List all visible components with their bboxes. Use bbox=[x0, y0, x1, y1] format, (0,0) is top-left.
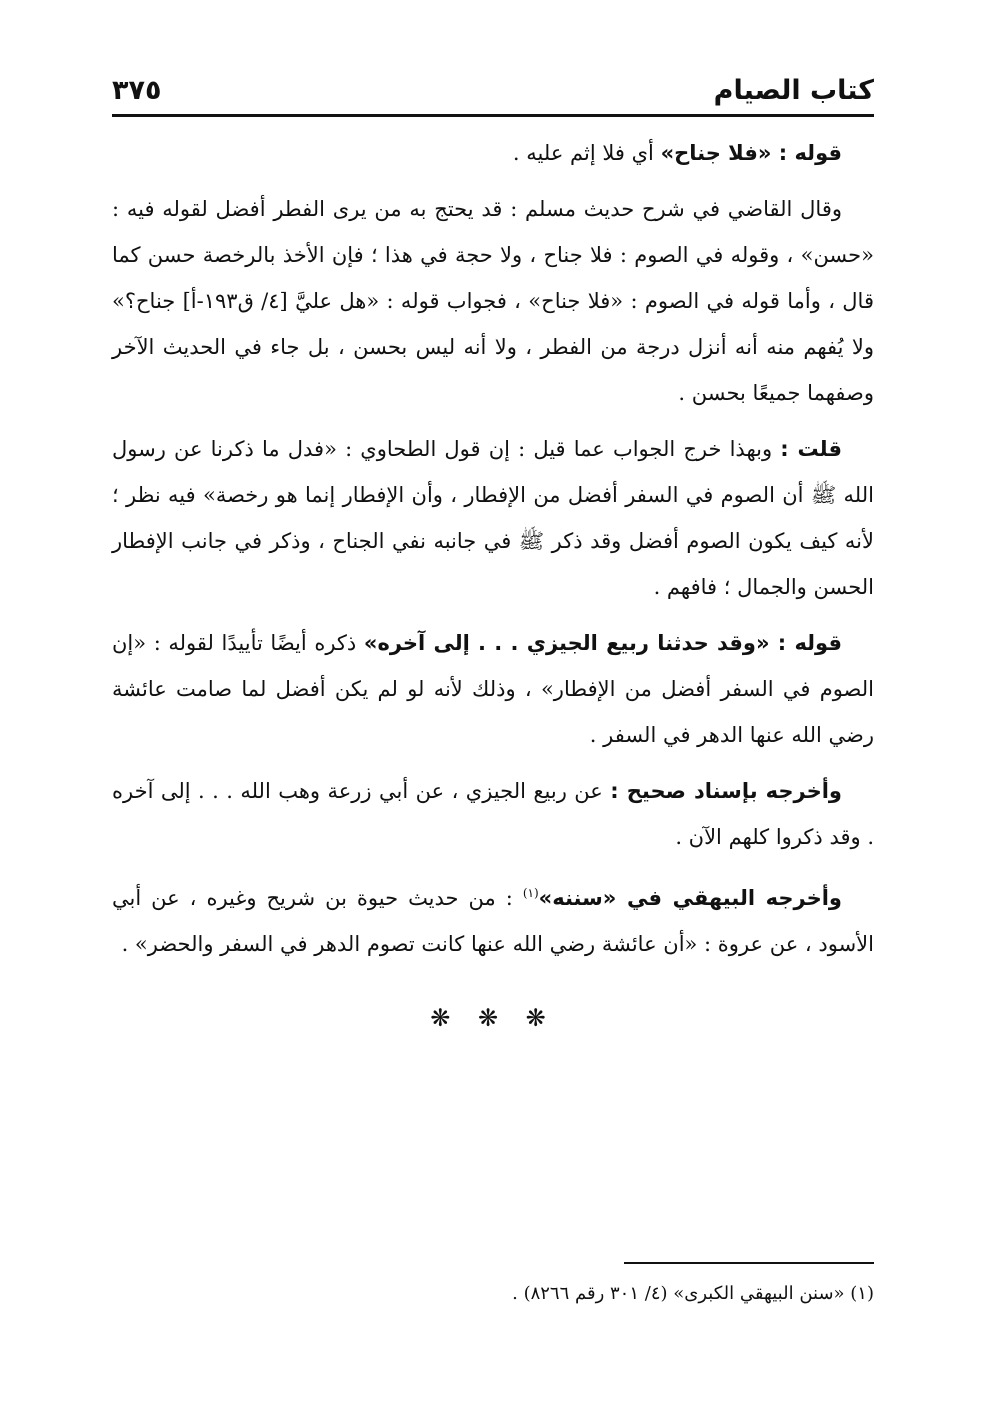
paragraph-text: وقال القاضي في شرح حديث مسلم : قد يحتج به من يرى الفطر أفضل لقوله فيه : «حسن» ، وقوله في الصوم : فلا جناح ، ولا حجة في هذا ؛ فإن الأخذ بالرخصة حسن كما قال ، وأما قوله في الصوم : «فلا جناح» ، فجواب قوله : «هل عليَّ [٤/ ق١٩٣-أ] جناح؟» ولا يُفهم منه أنه أنزل درجة من الفطر ، ولا أنه ليس بحسن ، بل جاء في الحديث الآخر وصفهما جميعًا بحسن . bbox=[112, 197, 874, 405]
paragraph-text: : من حديث حيوة بن شريح وغيره ، عن أبي الأسود ، عن عروة : «أن عائشة رضي الله عنها كانت تصوم الدهر في السفر والحضر» . bbox=[112, 886, 874, 956]
page-number: ٣٧٥ bbox=[112, 75, 162, 106]
bold-lead: قوله : «فلا جناح» bbox=[660, 141, 842, 165]
footnote-marker: (١) bbox=[522, 886, 539, 900]
bold-lead: قلت : bbox=[780, 437, 842, 461]
footnote-rule bbox=[624, 1262, 874, 1264]
footnote: (١) «سنن البيهقي الكبرى» (٤/ ٣٠١ رقم ٨٢٦٦) . bbox=[512, 1283, 874, 1304]
paragraph-2 bbox=[112, 186, 874, 416]
chapter-title: كتاب الصيام bbox=[713, 75, 874, 106]
paragraph-5 bbox=[112, 768, 874, 860]
bold-lead: قوله : «وقد حدثنا ربيع الجيزي . . . إلى آخره» bbox=[363, 631, 842, 655]
paragraph-text: أي فلا إثم عليه . bbox=[512, 141, 661, 165]
main-text bbox=[112, 130, 874, 1041]
paragraph-3 bbox=[112, 426, 874, 610]
paragraph-4 bbox=[112, 620, 874, 758]
paragraph-text: وبهذا خرج الجواب عما قيل : إن قول الطحاوي : «فدل ما ذكرنا عن رسول الله ﷺ أن الصوم في السفر أفضل من الإفطار ، وأن الإفطار إنما هو رخصة» فيه نظر ؛ لأنه كيف يكون الصوم أفضل وقد ذكر ﷺ في جانبه نفي الجناح ، وذكر في جانب الإفطار الحسن والجمال ؛ فافهم . bbox=[112, 437, 874, 599]
paragraph-text: عن ربيع الجيزي ، عن أبي زرعة وهب الله . . . إلى آخره . وقد ذكروا كلهم الآن . bbox=[112, 779, 874, 849]
paragraph-1 bbox=[112, 130, 874, 176]
section-separator: ❋ ❋ ❋ bbox=[430, 1004, 556, 1032]
running-header bbox=[112, 62, 874, 117]
paragraph-6 bbox=[112, 870, 874, 967]
paragraph-text: ذكره أيضًا تأييدًا لقوله : «إن الصوم في السفر أفضل من الإفطار» ، وذلك لأنه لو لم يكن أفضل لما صامت عائشة رضي الله عنها الدهر في السفر . bbox=[112, 631, 874, 747]
bold-lead: وأخرجه بإسناد صحيح : bbox=[610, 779, 842, 803]
bold-lead: وأخرجه البيهقي في «سننه» bbox=[538, 886, 842, 910]
